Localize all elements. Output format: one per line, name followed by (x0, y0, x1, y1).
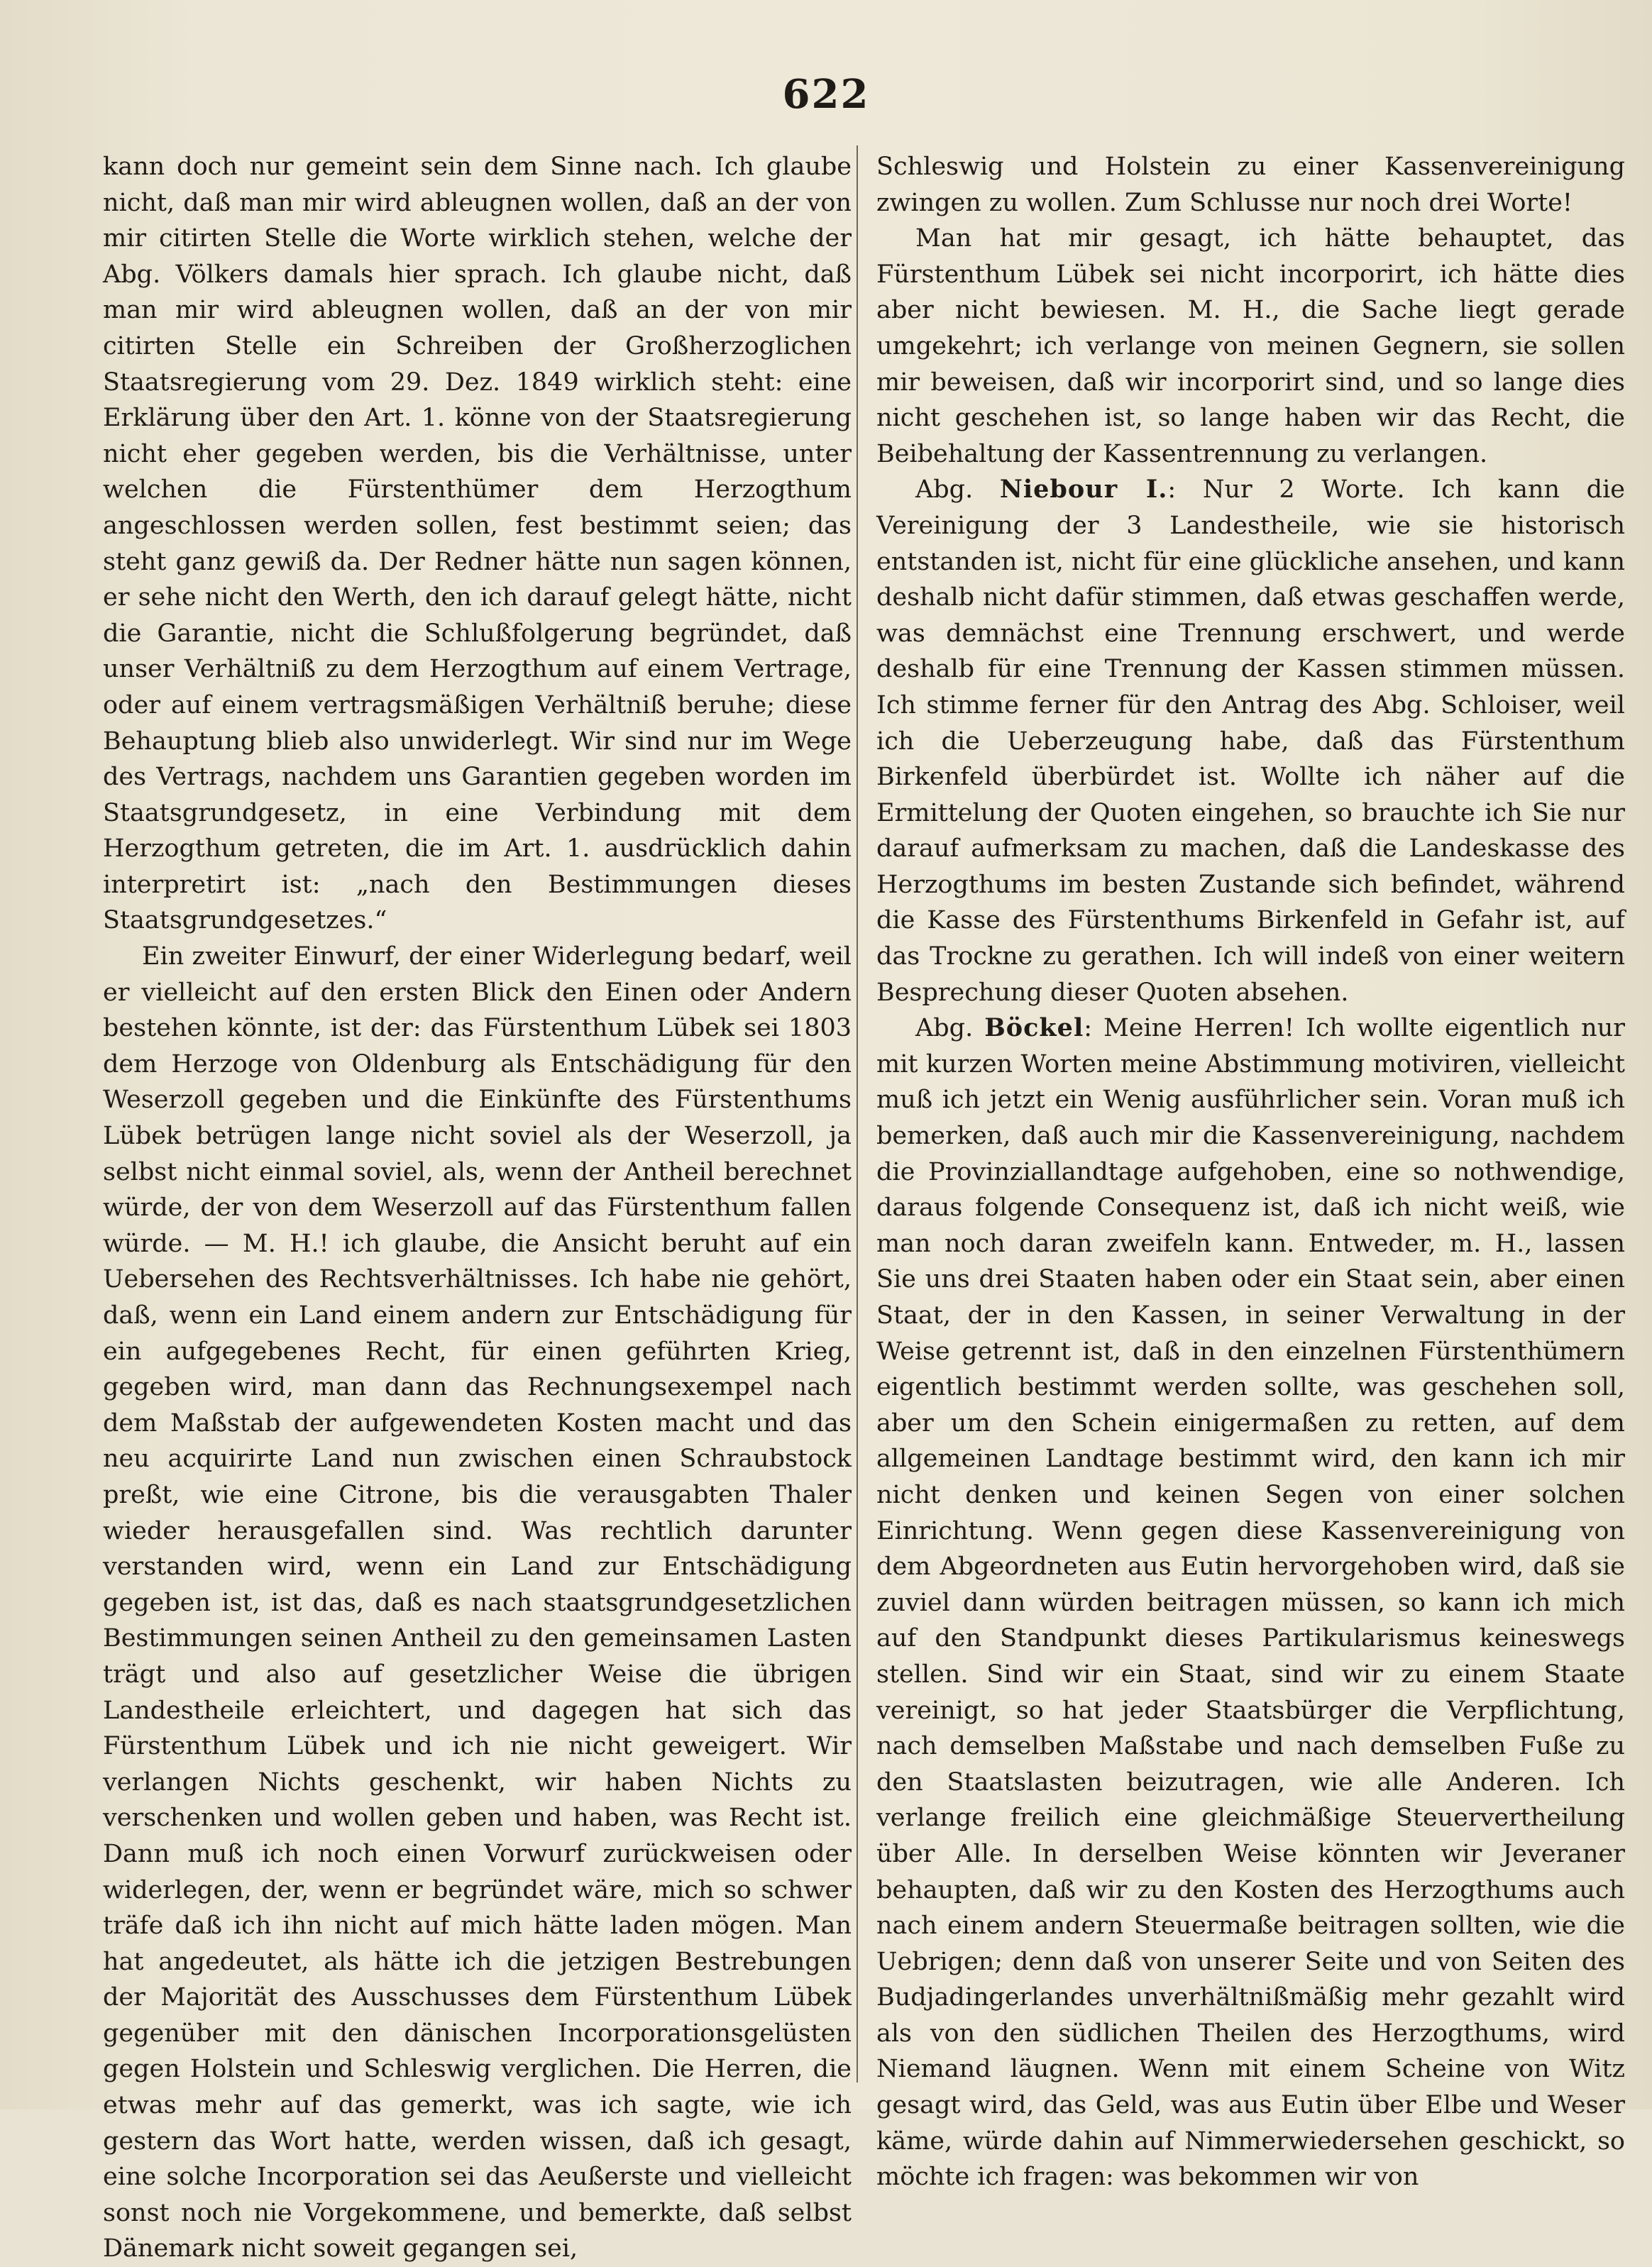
speaker-prefix: Abg. (915, 475, 974, 504)
speech-text-boeckel: : Meine Herren! Ich wollte eigentlich nur mit kurzen Worten meine Abstimmung motiviren, vielleicht muß ich jetzt ein Wenig ausführlicher sein. Voran muß ich bemerken, daß auch mir die Kassenvereinigung, nachdem die Provinziallandtage aufgehoben, eine so nothwendige, daraus folgende Consequenz ist, daß ich nicht weiß, wie man noch daran zweifeln kann. Entweder, m. H., lassen Sie uns drei Staaten haben oder ein Staat sein, aber einen Staat, der in den Kassen, in seiner Verwaltung in der Weise getrennt ist, daß in den einzelnen Fürstenthümern eigentlich bestimmt werden sollte, was geschehen soll, aber um den Schein einigermaßen zu retten, auf dem allgemeinen Landtage bestimmt wird, den kann ich mir nicht denken und keinen Segen von einer solchen Einrichtung. Wenn gegen diese Kassenvereinigung von dem Abgeordneten aus Eutin hervorgehoben wird, daß sie zuviel dann würden beitragen müssen, so kann ich mich auf den Standpunkt dieses Partikularismus keineswegs stellen. Sind wir ein Staat, sind wir zu einem Staate vereinigt, so hat jeder Staatsbürger die Verpflichtung, nach demselben Maßstabe und nach demselben Fuße zu den Staatslasten beizutragen, wie alle Anderen. Ich verlange freilich eine gleichmäßige Steuervertheilung über Alle. In derselben Weise könnten wir Jeveraner behaupten, daß wir zu den Kosten des Herzogthums auch nach einem andern Steuermaße beitragen sollten, wie die Uebrigen; denn daß von unserer Seite und von Seiten des Budjadingerlandes unverhältnißmäßig mehr gezahlt wird als von den südlichen Theilen des Herzogthums, wird Niemand läugnen. Wenn mit einem Scheine von Witz gesagt wird, das Geld, was aus Eutin über Elbe und Weser käme, würde dahin auf Nimmerwiedersehen geschickt, so möchte ich fragen: was bekommen wir von (876, 1014, 1625, 2192)
right-column (876, 149, 1625, 2192)
column-divider (857, 145, 858, 2083)
right-paragraph-4 (876, 1010, 1625, 2195)
left-paragraph-1: kann doch nur gemeint sein dem Sinne nach. Ich glaube nicht, daß man mir wird ableugnen wollen, daß an der von mir citirten Stelle die Worte wirklich stehen, welche der Abg. Völkers damals hier sprach. Ich glaube nicht, daß man mir wird ableugnen wollen, daß an der von mir citirten Stelle ein Schreiben der Großherzoglichen Staatsregierung vom 29. Dez. 1849 wirklich steht: eine Erklärung über den Art. 1. könne von der Staatsregierung nicht eher gegeben werden, bis die Verhältnisse, unter welchen die Fürstenthümer dem Herzogthum angeschlossen werden sollen, fest bestimmt seien; das steht ganz gewiß da. Der Redner hätte nun sagen können, er sehe nicht den Werth, den ich darauf gelegt hätte, nicht die Garantie, nicht die Schlußfolgerung begründet, daß unser Verhältniß zu dem Herzogthum auf einem Vertrage, oder auf einem vertragsmäßigen Verhältniß beruhe; diese Behauptung blieb also unwiderlegt. Wir sind nur im Wege des Vertrags, nachdem uns Garantien gegeben worden im Staatsgrundgesetz, in eine Verbindung mit dem Herzogthum getreten, die im Art. 1. ausdrücklich dahin interpretirt ist: „nach den Bestimmungen dieses Staatsgrundgesetzes.“ (103, 153, 852, 935)
speech-text-niebour: : Nur 2 Worte. Ich kann die Vereinigung der 3 Landestheile, wie sie historisch entstanden ist, nicht für eine glückliche ansehen, und kann deshalb nicht dafür stimmen, daß etwas geschaffen werde, was demnächst eine Trennung erschwert, und werde deshalb für eine Trennung der Kassen stimmen müssen. Ich stimme ferner für den Antrag des Abg. Schloiser, weil ich die Ueberzeugung habe, daß das Fürstenthum Birkenfeld überbürdet ist. Wollte ich näher auf die Ermittelung der Quoten eingehen, so brauchte ich Sie nur darauf aufmerksam zu machen, daß die Landeskasse des Herzogthums im besten Zustande sich befindet, während die Kasse des Fürstenthums Birkenfeld in Gefahr ist, auf das Trockne zu gerathen. Ich will indeß von einer weitern Besprechung dieser Quoten absehen. (876, 475, 1625, 1007)
speaker-name-boeckel: Böckel (984, 1013, 1084, 1043)
left-column (103, 149, 852, 2263)
right-paragraph-3 (876, 472, 1625, 1010)
speaker-prefix: Abg. (915, 1014, 974, 1043)
speaker-name-niebour: Niebour I. (999, 475, 1168, 504)
left-paragraph-2: Ein zweiter Einwurf, der einer Widerlegung bedarf, weil er vielleicht auf den ersten Blick den Einen oder Andern bestehen könnte, ist der: das Fürstenthum Lübek sei 1803 dem Herzoge von Oldenburg als Entschädigung für den Weserzoll gegeben und die Einkünfte des Fürstenthums Lübek betrügen lange nicht soviel als der Weserzoll, ja selbst nicht einmal soviel, als, wenn der Antheil berechnet würde, der von dem Weserzoll auf das Fürstenthum fallen würde. — M. H.! ich glaube, die Ansicht beruht auf ein Uebersehen des Rechtsverhältnisses. Ich habe nie gehört, daß, wenn ein Land einem andern zur Entschädigung für ein aufgegebenes Recht, für einen geführten Krieg, gegeben wird, man dann das Rechnungsexempel nach dem Maßstab der aufgewendeten Kosten macht und das neu acquirirte Land nun zwischen einen Schraubstock preßt, wie eine Citrone, bis die verausgabten Thaler wieder herausgefallen sind. Was rechtlich darunter verstanden wird, wenn ein Land zur Entschädigung gegeben ist, ist das, daß es nach staatsgrundgesetzlichen Bestimmungen seinen Antheil zu den gemeinsamen Lasten trägt und also auf gesetzlicher Weise die übrigen Landestheile erleichtert, und dagegen hat sich das Fürstenthum Lübek und ich nie nicht geweigert. Wir verlangen Nichts geschenkt, wir haben Nichts zu verschenken und wollen geben und haben, was Recht ist. Dann muß ich noch einen Vorwurf zurückweisen oder widerlegen, der, wenn er begründet wäre, mich so schwer träfe daß ich ihn nicht auf mich hätte laden mögen. Man hat angedeutet, als hätte ich die jetzigen Bestrebungen der Majorität des Ausschusses dem Fürstenthum Lübek gegenüber mit den dänischen Incorporationsgelüsten gegen Holstein und Schleswig verglichen. Die Herren, die etwas mehr auf das gemerkt, was ich sagte, wie ich gestern das Wort hatte, werden wissen, daß ich gesagt, eine solche Incorporation sei das Aeußerste und vielleicht sonst noch nie Vorgekommene, und bemerkte, daß selbst Dänemark nicht soweit gegangen sei, (103, 942, 852, 2263)
right-paragraph-2: Man hat mir gesagt, ich hätte behauptet, das Fürstenthum Lübek sei nicht incorporirt, ich hätte dies aber nicht bewiesen. M. H., die Sache liegt gerade umgekehrt; ich verlange von meinen Gegnern, sie sollen mir beweisen, daß wir incorporirt sind, und so lange dies nicht geschehen ist, so lange haben wir das Recht, die Beibehaltung der Kassentrennung zu verlangen. (876, 224, 1625, 468)
right-paragraph-1: Schleswig und Holstein zu einer Kassenvereinigung zwingen zu wollen. Zum Schlusse nur noch drei Worte! (876, 153, 1625, 217)
page-number: 622 (782, 71, 870, 118)
